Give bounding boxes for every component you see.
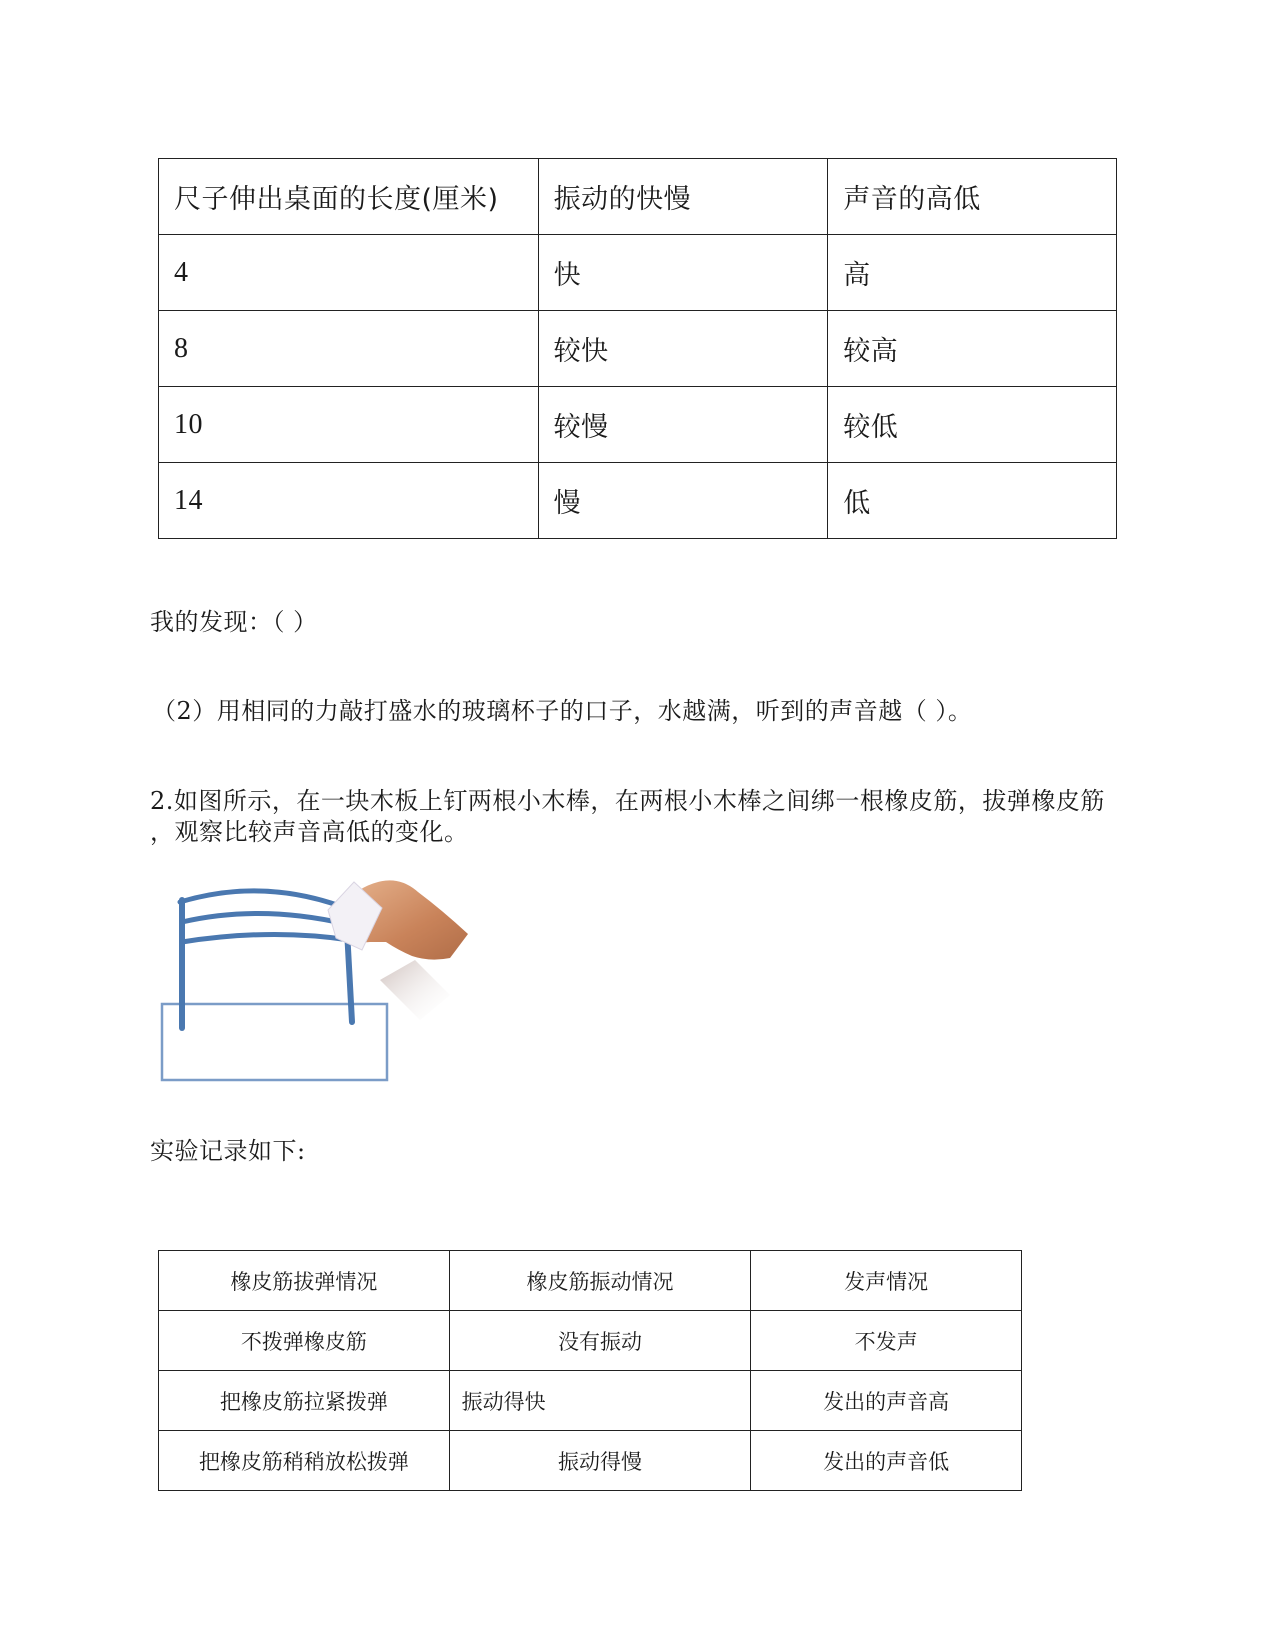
table-cell: 不发声 bbox=[751, 1311, 1022, 1371]
problem-2-line-1: 2.如图所示，在一块木板上钉两根小木棒，在两根小木棒之间绑一根橡皮筋，拔弹橡皮筋 bbox=[150, 787, 1105, 815]
table-header-row bbox=[159, 1251, 1022, 1311]
table-cell: 低 bbox=[828, 463, 1117, 539]
table-row bbox=[159, 235, 1117, 311]
finding-line: 我的发现：（ ） bbox=[150, 608, 318, 636]
table-row bbox=[159, 387, 1117, 463]
table-cell: 不拨弹橡皮筋 bbox=[159, 1311, 450, 1371]
table-cell: 较高 bbox=[828, 311, 1117, 387]
table-header-cell: 橡皮筋振动情况 bbox=[449, 1251, 751, 1311]
table-cell: 8 bbox=[159, 311, 539, 387]
table-row bbox=[159, 1311, 1022, 1371]
table-header-row bbox=[159, 159, 1117, 235]
table-cell: 振动得慢 bbox=[449, 1431, 751, 1491]
question-2-line: （2）用相同的力敲打盛水的玻璃杯子的口子，水越满，听到的声音越（ ）。 bbox=[152, 697, 973, 725]
rubber-band-apparatus-illustration bbox=[150, 870, 490, 1090]
table-cell: 10 bbox=[159, 387, 539, 463]
table-header-cell: 橡皮筋拔弹情况 bbox=[159, 1251, 450, 1311]
rubber-band-record-table bbox=[158, 1250, 1022, 1491]
rubber-band-top bbox=[180, 891, 340, 906]
record-label: 实验记录如下: bbox=[150, 1137, 306, 1165]
table-cell: 把橡皮筋拉紧拨弹 bbox=[159, 1371, 450, 1431]
table-row bbox=[159, 311, 1117, 387]
table-cell: 发出的声音低 bbox=[751, 1431, 1022, 1491]
table-cell: 较低 bbox=[828, 387, 1117, 463]
table-header-cell: 声音的高低 bbox=[828, 159, 1117, 235]
rubber-band-bottom bbox=[182, 934, 350, 942]
table-header-cell: 振动的快慢 bbox=[538, 159, 828, 235]
table-header-cell: 尺子伸出桌面的长度(厘米) bbox=[159, 159, 539, 235]
table-cell: 较慢 bbox=[538, 387, 828, 463]
table-cell: 4 bbox=[159, 235, 539, 311]
table-row bbox=[159, 463, 1117, 539]
table-cell: 14 bbox=[159, 463, 539, 539]
table-cell: 快 bbox=[538, 235, 828, 311]
rubber-band-middle bbox=[182, 913, 346, 924]
hand-shadow bbox=[380, 960, 450, 1020]
table-cell: 高 bbox=[828, 235, 1117, 311]
pitch-ruler-table bbox=[158, 158, 1117, 539]
table-cell: 发出的声音高 bbox=[751, 1371, 1022, 1431]
table-row bbox=[159, 1431, 1022, 1491]
table-cell: 把橡皮筋稍稍放松拨弹 bbox=[159, 1431, 450, 1491]
problem-2-line-2: ，观察比较声音高低的变化。 bbox=[150, 818, 469, 846]
table-row bbox=[159, 1371, 1022, 1431]
table-cell: 慢 bbox=[538, 463, 828, 539]
table-cell: 振动得快 bbox=[449, 1371, 751, 1431]
table-cell: 没有振动 bbox=[449, 1311, 751, 1371]
table-header-cell: 发声情况 bbox=[751, 1251, 1022, 1311]
table-cell: 较快 bbox=[538, 311, 828, 387]
